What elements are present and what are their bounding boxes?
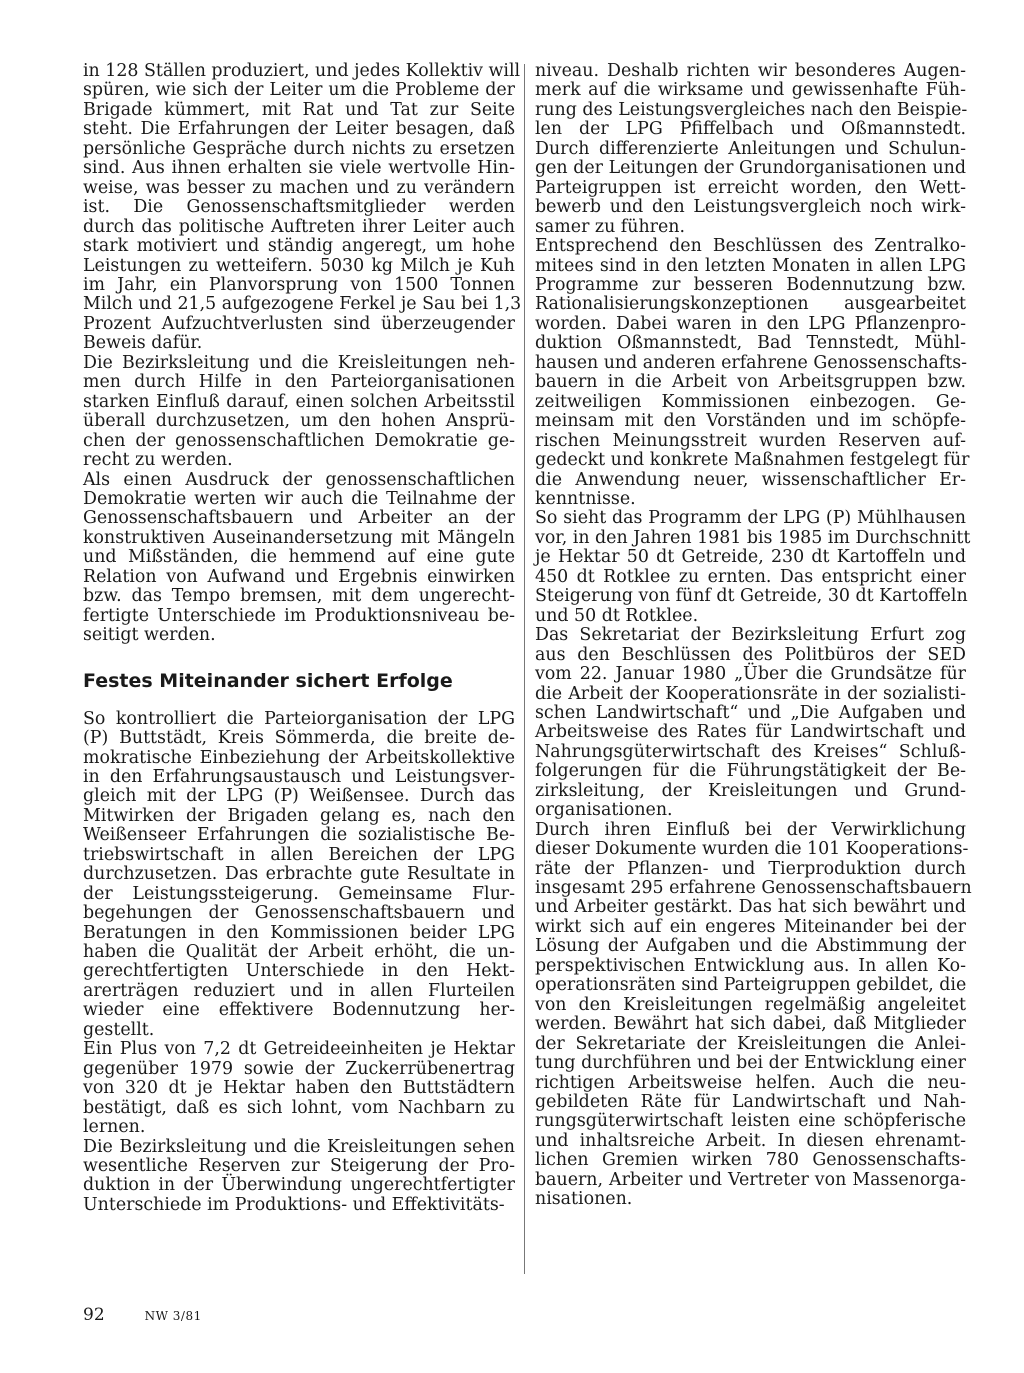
text-line: und Arbeiter gestärkt. Das hat sich bewährt und [535, 897, 966, 918]
text-line: Beratungen in den Kommissionen beider LPG [83, 922, 515, 943]
text-line: len der LPG Pfiffelbach und Oßmannstedt. [535, 119, 966, 140]
left-paragraphs-top [83, 61, 522, 646]
text-line: samer zu führen. [535, 216, 685, 237]
text-line: bauern, Arbeiter und Vertreter von Massenorga- [535, 1169, 966, 1190]
text-line: rung des Leistungsvergleiches nach den Beispie- [535, 99, 968, 120]
text-line: chen der genossenschaftlichen Demokratie ge- [83, 430, 515, 451]
text-line: Prozent Aufzuchtverlusten sind überzeugender [83, 313, 515, 334]
text-line: und Mißständen, die hemmend auf eine gute [83, 547, 515, 568]
paragraph [83, 710, 515, 1041]
left-paragraphs-bottom [83, 710, 515, 1216]
text-line: in 128 Ställen produziert, und jedes Kollektiv will [83, 61, 521, 81]
text-line: gegenüber 1979 sowie der Zuckerrübenertrag [83, 1058, 515, 1079]
text-line: mokratische Einbeziehung der Arbeitskollektive [83, 747, 515, 768]
text-line: operationsräten sind Parteigruppen gebildet, die [535, 975, 967, 996]
left-column [83, 61, 522, 1215]
text-line: Ein Plus von 7,2 dt Getreideeinheiten je Hektar [83, 1039, 515, 1060]
text-line: starken Einfluß darauf, einen solchen Arbeitsstil [83, 391, 515, 412]
text-line: perspektivischen Entwicklung aus. In allen Ko- [535, 955, 966, 976]
text-line: bzw. das Tempo bremsen, mit dem ungerecht- [83, 586, 515, 607]
text-line: werden. Bewährt hat sich dabei, daß Mitglieder [535, 1014, 966, 1035]
paragraph [83, 1138, 515, 1216]
text-line: Rationalisierungskonzeptionen ausgearbeitet [535, 294, 966, 315]
text-line: räte der Pflanzen- und Tierproduktion durch [535, 858, 966, 879]
text-line: nisationen. [535, 1189, 633, 1210]
text-line: stark motiviert und ständig angeregt, um hohe [83, 236, 515, 257]
text-line: sind. Aus ihnen erhalten sie viele wertvolle Hin- [83, 158, 515, 179]
text-line: So kontrolliert die Parteiorganisation der LPG [83, 708, 515, 729]
text-line: Durch differenzierte Anleitungen und Schulun- [535, 138, 966, 159]
text-line: von den Kreisleitungen regelmäßig angeleitet [535, 994, 966, 1015]
text-line: je Hektar 50 dt Getreide, 230 dt Kartoffeln und [535, 547, 966, 568]
text-line: die Arbeit der Kooperationsräte in der sozialisti- [535, 683, 966, 704]
text-line: ist. Die Genossenschaftsmitglieder werden [83, 197, 515, 218]
text-line: (P) Buttstädt, Kreis Sömmerda, die breite de- [83, 728, 515, 749]
issue-label: NW 3/81 [144, 1309, 202, 1323]
column-divider [524, 64, 525, 1274]
text-line: Entsprechend den Beschlüssen des Zentralko- [535, 236, 966, 257]
text-line: wesentliche Reserven zur Steigerung der Pro- [83, 1156, 515, 1177]
text-line: niveau. Deshalb richten wir besonderes Augen- [535, 61, 966, 81]
text-line: Beweis dafür. [83, 333, 203, 354]
text-line: weise, was besser zu machen und zu verändern [83, 177, 515, 198]
text-line: Programme zur besseren Bodennutzung bzw. [535, 274, 966, 295]
text-line: Lösung der Aufgaben und die Abstimmung der [535, 936, 966, 957]
text-line: zeitweiligen Kommissionen einbezogen. Ge- [535, 391, 966, 412]
text-line: in den Erfahrungsaustausch und Leistungsver- [83, 766, 515, 787]
text-line: zirksleitung, der Kreisleitungen und Grund- [535, 780, 966, 801]
paragraph [83, 1040, 515, 1137]
text-line: duktion Oßmannstedt, Bad Tennstedt, Mühl- [535, 333, 966, 354]
text-line: Mitwirken der Brigaden gelang es, nach den [83, 805, 515, 826]
text-line: Brigade kümmert, mit Rat und Tat zur Seite [83, 99, 515, 120]
page-number: 92 [83, 1305, 105, 1325]
section-heading: Festes Miteinander sichert Erfolge [83, 669, 453, 692]
paragraph [83, 61, 522, 354]
paragraph [83, 471, 515, 646]
text-line: persönliche Gespräche durch nichts zu ersetzen [83, 138, 515, 159]
text-line: Demokratie werten wir auch die Teilnahme der [83, 488, 515, 509]
text-line: worden. Dabei waren in den LPG Pflanzenpro- [535, 313, 966, 334]
text-line: men durch Hilfe in den Parteiorganisationen [83, 372, 515, 393]
text-line: bestätigt, daß es sich lohnt, vom Nachbarn zu [83, 1097, 515, 1118]
text-line: kenntnisse. [535, 488, 636, 509]
text-line: fertigte Unterschiede im Produktionsniveau be- [83, 605, 515, 626]
text-line: bewerb und den Leistungsvergleich noch wirk- [535, 197, 966, 218]
text-line: bauern in die Arbeit von Arbeitsgruppen bzw. [535, 372, 966, 393]
text-line: So sieht das Programm der LPG (P) Mühlhausen [535, 508, 966, 529]
text-line: folgerungen für die Führungstätigkeit der Be- [535, 761, 966, 782]
right-column [535, 61, 972, 1210]
text-line: lernen. [83, 1117, 146, 1138]
text-line: Durch ihren Einfluß bei der Verwirklichung [535, 819, 966, 840]
text-line: schen Landwirtschaft“ und „Die Aufgaben und [535, 702, 966, 723]
text-line: Leistungen zu wetteifern. 5030 kg Milch je Kuh [83, 255, 515, 276]
text-line: und 50 dt Rotklee. [535, 605, 699, 626]
text-line: 450 dt Rotklee zu ernten. Das entspricht einer [535, 566, 966, 587]
text-line: vor, in den Jahren 1981 bis 1985 im Durchschnitt [535, 527, 971, 548]
text-line: Das Sekretariat der Bezirksleitung Erfurt zog [535, 625, 966, 646]
text-line: Die Bezirksleitung und die Kreisleitungen neh- [83, 352, 515, 373]
text-line: merk auf die wirksame und gewissenhafte Füh- [535, 80, 966, 101]
text-line: rungsgüterwirtschaft leisten eine schöpferische [535, 1111, 966, 1132]
text-line: seitigt werden. [83, 625, 216, 646]
text-line: und inhaltsreiche Arbeit. In diesen ehrenamt- [535, 1130, 966, 1151]
text-line: wirkt sich auf ein engeres Miteinander bei der [535, 916, 966, 937]
text-line: tung durchführen und bei der Entwicklung einer [535, 1053, 966, 1074]
text-line: gerechtfertigten Unterschiede in den Hekt- [83, 961, 515, 982]
paragraph [535, 236, 970, 509]
text-line: konstruktiven Auseinandersetzung mit Mängeln [83, 527, 515, 548]
paragraph [535, 62, 966, 237]
text-line: Parteigruppen ist erreicht worden, den Wett- [535, 177, 966, 198]
text-line: triebswirtschaft in allen Bereichen der LPG [83, 844, 515, 865]
text-line: Relation von Aufwand und Ergebnis einwirken [83, 566, 515, 587]
text-line: lichen Gremien wirken 780 Genossenschafts- [535, 1150, 966, 1171]
text-line: der Sekretariate der Kreisleitungen die Anlei- [535, 1033, 966, 1054]
text-line: gestellt. [83, 1019, 155, 1040]
text-line: Nahrungsgüterwirtschaft des Kreises“ Schluß- [535, 741, 966, 762]
text-line: durch das politische Auftreten ihrer Leiter auch [83, 216, 515, 237]
text-line: Genossenschaftsbauern und Arbeiter an der [83, 508, 515, 529]
text-line: duktion in der Überwindung ungerechtfertigter [83, 1175, 515, 1196]
text-line: haben die Qualität der Arbeit erhöht, die un- [83, 942, 515, 963]
text-line: die Anwendung neuer, wissenschaftlicher Er- [535, 469, 966, 490]
paragraph [535, 626, 966, 821]
text-line: Arbeitsweise des Rates für Landwirtschaft und [535, 722, 966, 743]
text-line: meinsam mit den Vorständen und im schöpfe- [535, 411, 966, 432]
text-line: arerträgen reduziert und in allen Flurteilen [83, 980, 515, 1001]
text-line: wieder eine effektivere Bodennutzung her- [83, 1000, 515, 1021]
text-line: recht zu werden. [83, 450, 233, 471]
paragraph [535, 819, 972, 1210]
text-line: von 320 dt je Hektar haben den Buttstädtern [83, 1078, 515, 1099]
right-paragraphs [535, 61, 972, 1210]
text-line: gebildeten Räte für Landwirtschaft und Nah- [535, 1092, 966, 1113]
paragraph [535, 508, 971, 626]
text-line: Als einen Ausdruck der genossenschaftlichen [83, 469, 515, 490]
text-line: hausen und anderen erfahrene Genossenschafts- [535, 352, 967, 373]
text-line: Steigerung von fünf dt Getreide, 30 dt Kartoffeln [535, 586, 968, 607]
text-line: dieser Dokumente wurden die 101 Kooperations- [535, 839, 969, 860]
text-line: organisationen. [535, 800, 673, 821]
text-line: gleich mit der LPG (P) Weißensee. Durch das [83, 786, 515, 807]
text-line: Die Bezirksleitung und die Kreisleitungen sehen [83, 1136, 515, 1157]
text-line: Weißenseer Erfahrungen die sozialistische Be- [83, 825, 515, 846]
text-line: Unterschiede im Produktions- und Effektivitäts- [83, 1194, 505, 1215]
text-line: im Jahr, ein Planvorsprung von 1500 Tonnen [83, 274, 515, 295]
text-line: Milch und 21,5 aufgezogene Ferkel je Sau bei 1,3 [83, 294, 522, 315]
text-line: steht. Die Erfahrungen der Leiter besagen, daß [83, 119, 515, 140]
text-line: aus den Beschlüssen des Politbüros der SED [535, 644, 966, 665]
text-line: überall durchzusetzen, um den hohen Ansprü- [83, 411, 515, 432]
text-line: durchzusetzen. Das erbrachte gute Resultate in [83, 864, 515, 885]
text-line: gen der Leitungen der Grundorganisationen und [535, 158, 966, 179]
text-line: mitees sind in den letzten Monaten in allen LPG [535, 255, 966, 276]
text-line: spüren, wie sich der Leiter um die Probleme der [83, 80, 515, 101]
text-line: begehungen der Genossenschaftsbauern und [83, 903, 515, 924]
page-footer [83, 1305, 202, 1325]
text-line: richtigen Arbeitsweise helfen. Auch die neu- [535, 1072, 966, 1093]
paragraph [83, 354, 515, 471]
text-line: vom 22. Januar 1980 „Über die Grundsätze für [535, 664, 966, 685]
text-line: gedeckt und konkrete Maßnahmen festgelegt für [535, 450, 970, 471]
text-line: rischen Meinungsstreit wurden Reserven auf- [535, 430, 966, 451]
text-line: der Leistungssteigerung. Gemeinsame Flur- [83, 883, 515, 904]
text-line: insgesamt 295 erfahrene Genossenschaftsbauern [535, 878, 972, 899]
